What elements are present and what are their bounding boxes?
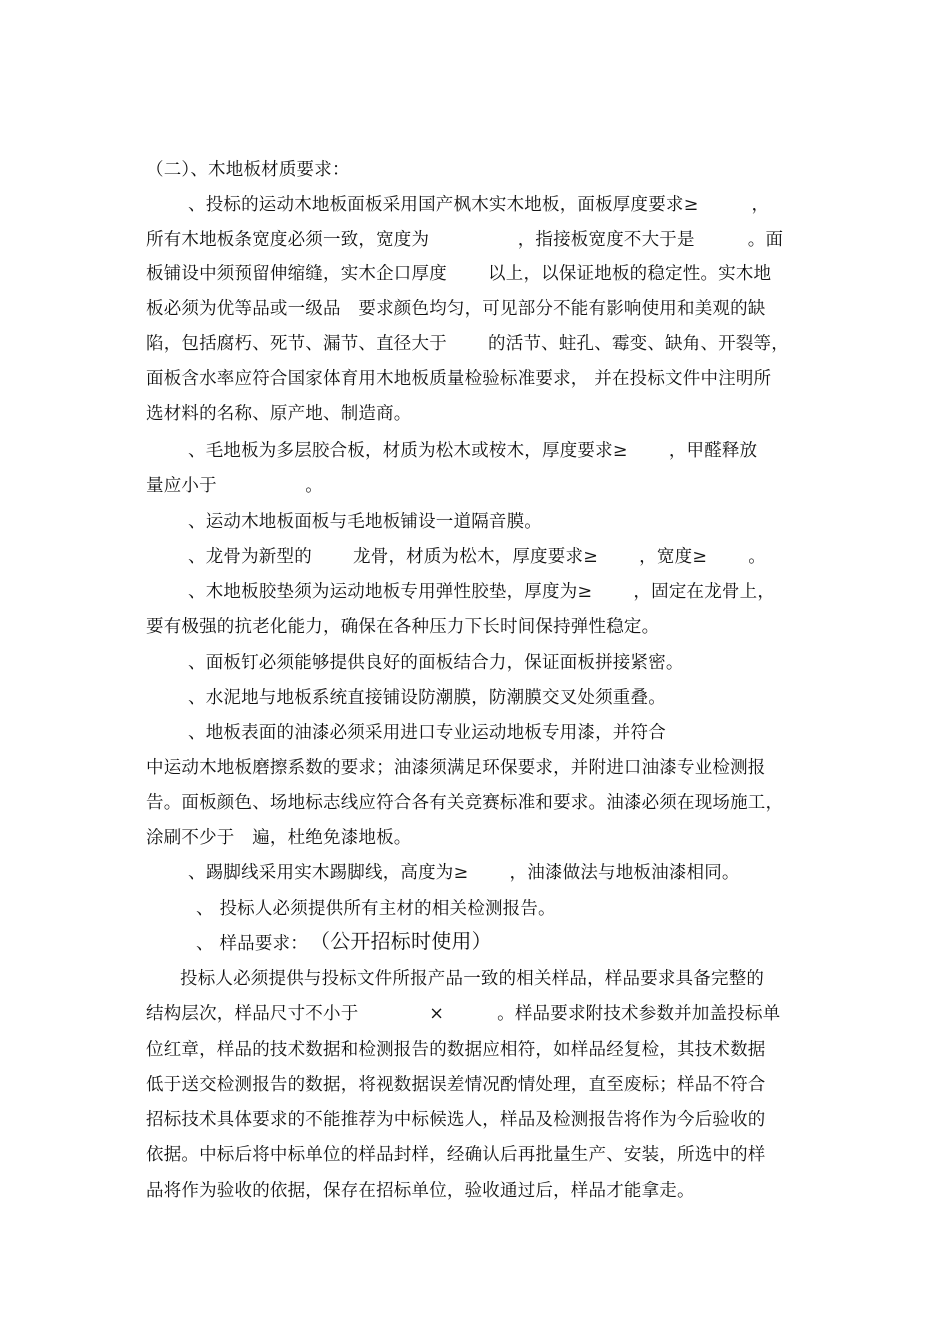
paragraph-line: 、踢脚线采用实木踢脚线，高度为≥ ，油漆做法与地板油漆相同。 xyxy=(188,863,740,883)
paragraph-line: 所有木地板条宽度必须一致，宽度为 ，指接板宽度不大于是 。面 xyxy=(146,230,784,250)
paragraph-line: 选材料的名称、原产地、制造商。 xyxy=(146,404,412,424)
paragraph-line: 品将作为验收的依据，保存在招标单位，验收通过后，样品才能拿走。 xyxy=(146,1181,695,1201)
paragraph-line: 、水泥地与地板系统直接铺设防潮膜，防潮膜交叉处须重叠。 xyxy=(188,688,666,708)
paragraph-line: 、面板钉必须能够提供良好的面板结合力，保证面板拼接紧密。 xyxy=(188,653,684,673)
paragraph-line: 、毛地板为多层胶合板，材质为松木或桉木，厚度要求≥ ，甲醛释放 xyxy=(188,441,758,461)
paragraph-line: 板铺设中须预留伸缩缝，实木企口厚度 以上，以保证地板的稳定性。实木地 xyxy=(146,264,772,284)
paragraph-line: 陷，包括腐朽、死节、漏节、直径大于 的活节、蛀孔、霉变、缺角、开裂等， xyxy=(146,334,789,354)
paragraph-line: 要有极强的抗老化能力，确保在各种压力下长时间保持弹性稳定。 xyxy=(146,617,660,637)
paragraph-line: 位红章，样品的技术数据和检测报告的数据应相符，如样品经复检，其技术数据 xyxy=(146,1040,766,1060)
paragraph-line-note: （公开招标时使用） xyxy=(310,929,492,953)
paragraph-line: 投标人必须提供与投标文件所报产品一致的相关样品，样品要求具备完整的 xyxy=(180,969,765,989)
paragraph-line: 依据。中标后将中标单位的样品封样，经确认后再批量生产、安装，所选中的样 xyxy=(146,1145,766,1165)
paragraph-line: 、运动木地板面板与毛地板铺设一道隔音膜。 xyxy=(188,512,542,532)
paragraph-line: 板必须为优等品或一级品 要求颜色均匀，可见部分不能有影响使用和美观的缺 xyxy=(146,299,766,319)
section-heading: （二）、木地板材质要求： xyxy=(146,160,350,180)
paragraph-line: 、投标的运动木地板面板采用国产枫木实木地板，面板厚度要求≥ ， xyxy=(188,195,770,215)
paragraph-line: 、 投标人必须提供所有主材的相关检测报告。 xyxy=(196,899,556,919)
paragraph-line: 结构层次，样品尺寸不小于 × 。样品要求附技术参数并加盖投标单 xyxy=(146,1004,781,1024)
paragraph-line: 招标技术具体要求的不能推荐为中标候选人，样品及检测报告将作为今后验收的 xyxy=(146,1110,766,1130)
paragraph-line: 、龙骨为新型的 龙骨，材质为松木，厚度要求≥ ，宽度≥ 。 xyxy=(188,547,767,567)
paragraph-line: 量应小于 。 xyxy=(146,476,323,496)
paragraph-line: 涂刷不少于 遍，杜绝免漆地板。 xyxy=(146,828,412,848)
paragraph-line: 、木地板胶垫须为运动地板专用弹性胶垫，厚度为≥ ，固定在龙骨上， xyxy=(188,582,776,602)
paragraph-line: 、 样品要求： xyxy=(196,934,308,954)
paragraph-line: 低于送交检测报告的数据，将视数据误差情况酌情处理，直至废标；样品不符合 xyxy=(146,1075,766,1095)
paragraph-line: 面板含水率应符合国家体育用木地板质量检验标准要求， 并在投标文件中注明所 xyxy=(146,369,772,389)
paragraph-line: 中运动木地板磨擦系数的要求；油漆须满足环保要求，并附进口油漆专业检测报 xyxy=(146,758,766,778)
paragraph-line: 告。面板颜色、场地标志线应符合各有关竞赛标准和要求。油漆必须在现场施工， xyxy=(146,793,784,813)
paragraph-line: 、地板表面的油漆必须采用进口专业运动地板专用漆，并符合 xyxy=(188,723,666,743)
